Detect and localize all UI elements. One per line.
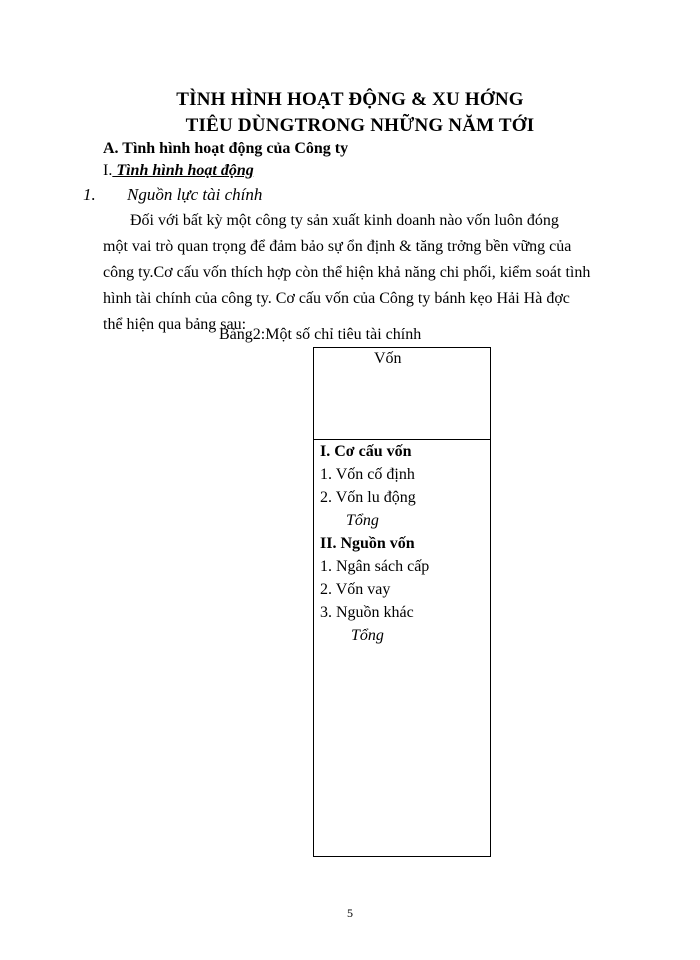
table-header-cell <box>314 348 490 440</box>
table-row: Tổng <box>346 512 379 529</box>
body-paragraph <box>103 208 603 338</box>
section-i-title: Tình hình hoạt động <box>112 162 254 179</box>
paragraph-line: công ty.Cơ cấu vốn thích hợp còn thể hiện khả năng chi phối, kiểm soát tình <box>103 264 591 281</box>
table-row: Tổng <box>351 627 384 644</box>
section-a-heading: A. Tình hình hoạt động của Công ty <box>103 140 349 157</box>
paragraph-line: Đối với bất kỳ một công ty sản xuất kinh doanh nào vốn luôn đóng <box>130 212 559 229</box>
page-number: 5 <box>347 906 353 920</box>
paragraph-line: hình tài chính của công ty. Cơ cấu vốn của Công ty bánh kẹo Hải Hà đợc <box>103 290 570 307</box>
paragraph-line: thể hiện qua bảng sau: <box>103 316 247 333</box>
table-row: II. Nguồn vốn <box>320 535 415 552</box>
table-row: 2. Vốn vay <box>320 581 391 598</box>
table-row: 1. Ngân sách cấp <box>320 558 430 575</box>
section-i-heading <box>103 162 254 180</box>
section-i-roman: I. <box>103 162 113 179</box>
table-row: I. Cơ cấu vốn <box>320 443 412 460</box>
financial-table <box>313 347 491 857</box>
table-row: 2. Vốn lu động <box>320 489 416 506</box>
subsection-number: 1. <box>83 185 96 204</box>
page-title-line-2: TIÊU DÙNGTRONG NHỮNG NĂM TỚI <box>185 115 535 136</box>
table-caption: Bảng2:Một số chỉ tiêu tài chính <box>219 326 422 343</box>
paragraph-line: một vai trò quan trọng để đảm bảo sự ổn định & tăng trởng bền vững của <box>103 238 572 255</box>
table-row: 1. Vốn cố định <box>320 466 415 483</box>
page-title-line-1: TÌNH HÌNH HOẠT ĐỘNG & XU HỚNG <box>176 89 524 110</box>
table-row: 3. Nguồn khác <box>320 604 414 621</box>
table-header-label: Vốn <box>374 350 402 367</box>
subsection-title: Nguồn lực tài chính <box>127 185 263 204</box>
